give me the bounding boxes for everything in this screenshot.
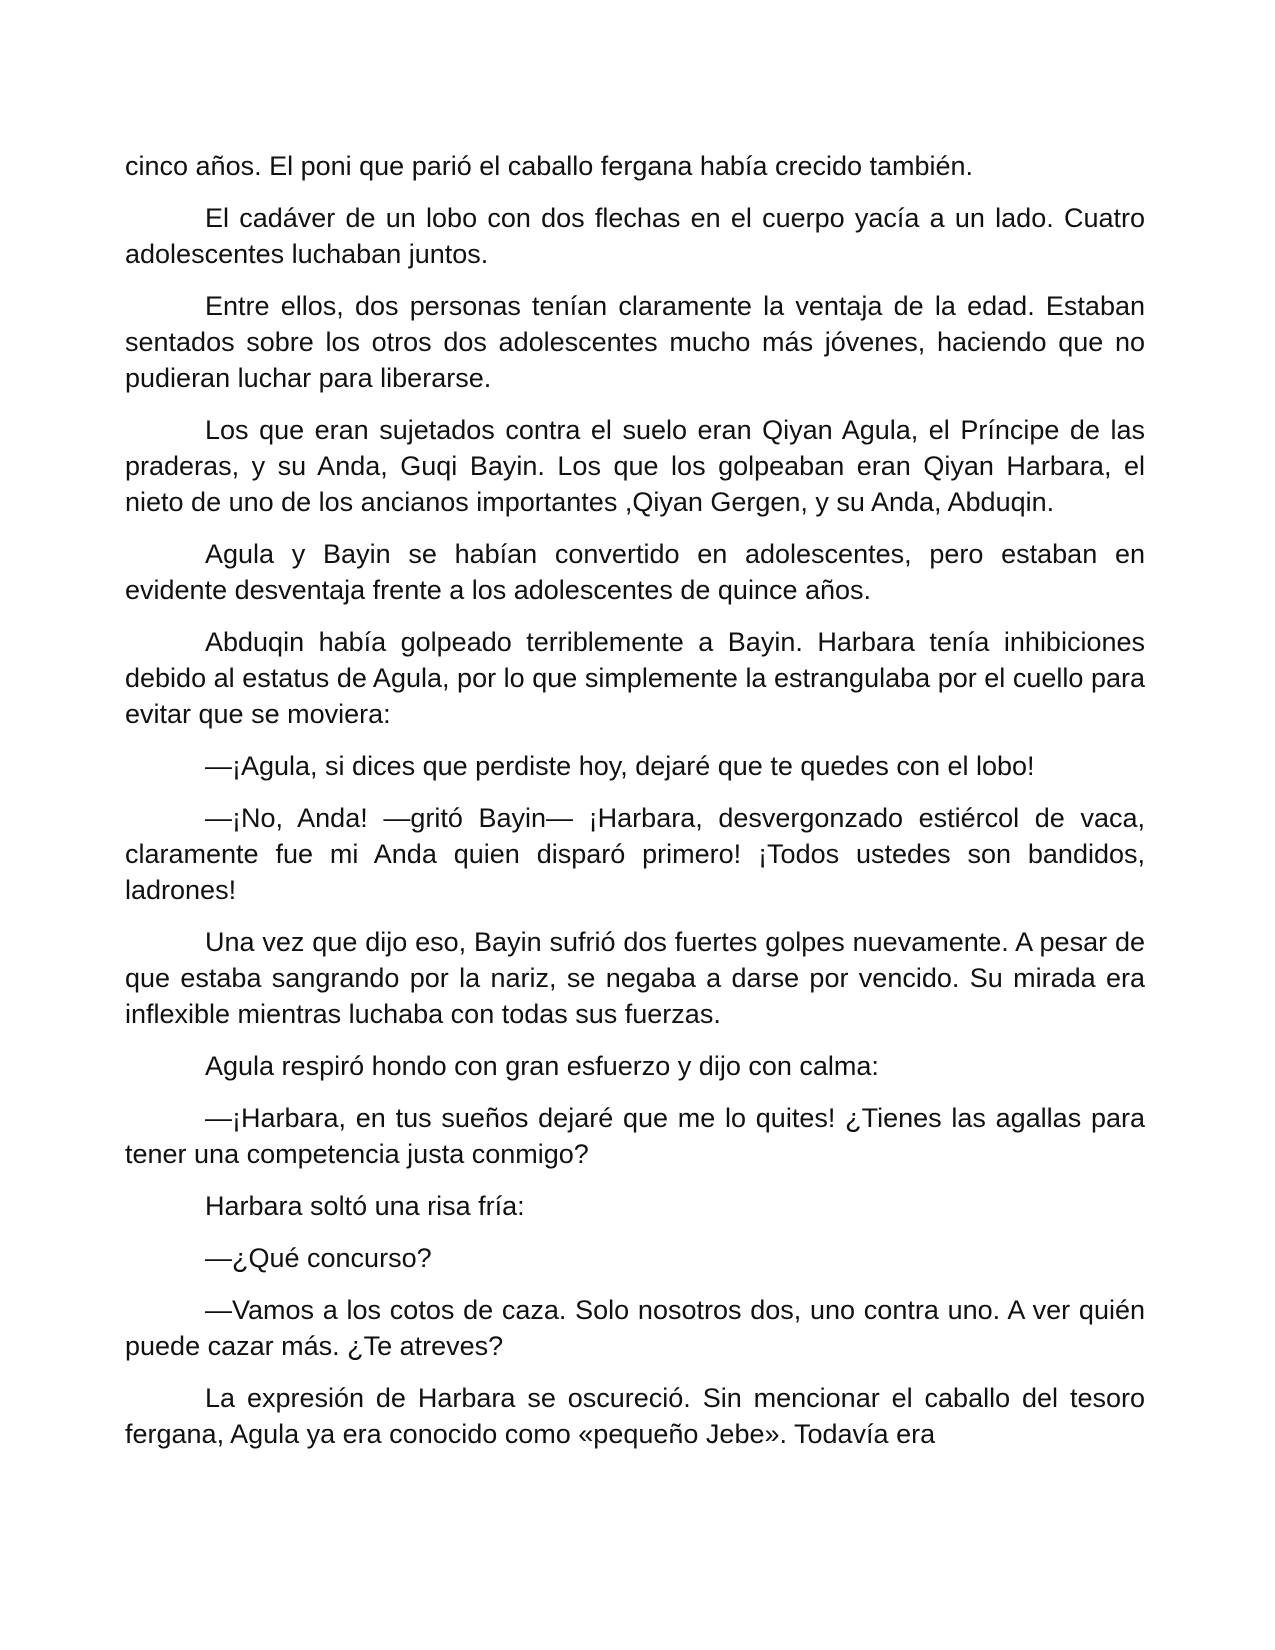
paragraph-11: —¡Harbara, en tus sueños dejaré que me lo quites! ¿Tienes las agallas para tener una competencia justa conmigo? bbox=[125, 1103, 1145, 1169]
paragraph-13: —¿Qué concurso? bbox=[205, 1243, 432, 1273]
paragraph-14: —Vamos a los cotos de caza. Solo nosotros dos, uno contra uno. A ver quién puede cazar más. ¿Te atreves? bbox=[125, 1295, 1145, 1361]
paragraph-10: Agula respiró hondo con gran esfuerzo y dijo con calma: bbox=[205, 1051, 879, 1081]
body-text bbox=[125, 148, 1145, 1452]
paragraph-12: Harbara soltó una risa fría: bbox=[205, 1191, 525, 1221]
paragraph-1: cinco años. El poni que parió el caballo fergana había crecido también. bbox=[125, 151, 974, 181]
paragraph-3: Entre ellos, dos personas tenían claramente la ventaja de la edad. Estaban sentados sobre los otros dos adolescentes mucho más jóvenes, haciendo que no pudieran luchar para liberarse. bbox=[125, 291, 1145, 393]
paragraph-8: —¡No, Anda! —gritó Bayin— ¡Harbara, desvergonzado estiércol de vaca, claramente fue mi Anda quien disparó primero! ¡Todos ustedes son bandidos, ladrones! bbox=[125, 803, 1145, 905]
paragraph-5: Agula y Bayin se habían convertido en adolescentes, pero estaban en evidente desventaja frente a los adolescentes de quince años. bbox=[125, 539, 1145, 605]
paragraph-7: —¡Agula, si dices que perdiste hoy, dejaré que te quedes con el lobo! bbox=[205, 751, 1035, 781]
paragraph-2: El cadáver de un lobo con dos flechas en el cuerpo yacía a un lado. Cuatro adolescentes luchaban juntos. bbox=[125, 203, 1145, 269]
paragraph-15: La expresión de Harbara se oscureció. Sin mencionar el caballo del tesoro fergana, Agula ya era conocido como «pequeño Jebe». Todavía era bbox=[125, 1383, 1145, 1449]
paragraph-4: Los que eran sujetados contra el suelo eran Qiyan Agula, el Príncipe de las praderas, y su Anda, Guqi Bayin. Los que los golpeaban eran Qiyan Harbara, el nieto de uno de los ancianos importantes ,Qiyan Gergen, y su Anda, Abduqin. bbox=[125, 415, 1145, 517]
paragraph-9: Una vez que dijo eso, Bayin sufrió dos fuertes golpes nuevamente. A pesar de que estaba sangrando por la nariz, se negaba a darse por vencido. Su mirada era inflexible mientras luchaba con todas sus fuerzas. bbox=[125, 927, 1145, 1029]
paragraph-6: Abduqin había golpeado terriblemente a Bayin. Harbara tenía inhibiciones debido al estatus de Agula, por lo que simplemente la estrangulaba por el cuello para evitar que se moviera: bbox=[125, 627, 1145, 729]
